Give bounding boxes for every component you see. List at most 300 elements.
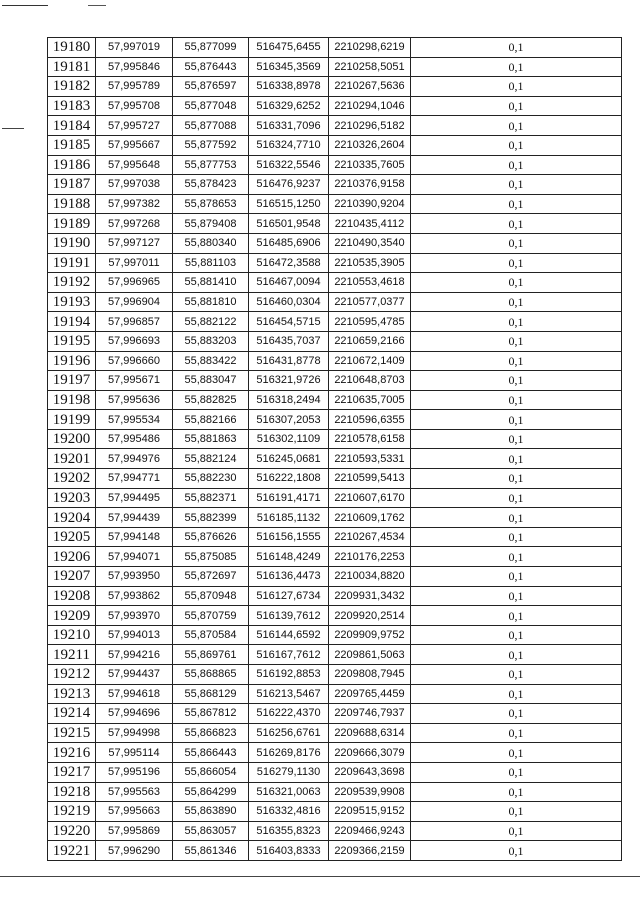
coord-y-cell: 2210578,6158 — [329, 429, 411, 449]
longitude-cell: 55,863057 — [173, 821, 249, 841]
table-row — [48, 233, 622, 253]
coord-x-cell: 516127,6734 — [249, 586, 329, 606]
table-row — [48, 273, 622, 293]
coord-x-cell: 516192,8853 — [249, 665, 329, 685]
longitude-cell: 55,868129 — [173, 684, 249, 704]
longitude-cell: 55,878423 — [173, 175, 249, 195]
scan-edge-line — [88, 5, 106, 6]
longitude-cell: 55,882825 — [173, 390, 249, 410]
point-number-cell: 19196 — [48, 351, 96, 371]
table-row — [48, 449, 622, 469]
coord-y-cell: 2209746,7937 — [329, 704, 411, 724]
latitude-cell: 57,994771 — [96, 469, 173, 489]
point-number-cell: 19181 — [48, 57, 96, 77]
coord-y-cell: 2210607,6170 — [329, 488, 411, 508]
accuracy-cell: 0,1 — [411, 175, 622, 195]
latitude-cell: 57,995671 — [96, 371, 173, 391]
longitude-cell: 55,866823 — [173, 723, 249, 743]
coord-y-cell: 2209765,4459 — [329, 684, 411, 704]
table-row — [48, 155, 622, 175]
longitude-cell: 55,876443 — [173, 57, 249, 77]
coord-y-cell: 2210267,5636 — [329, 77, 411, 97]
coord-y-cell: 2210390,9204 — [329, 194, 411, 214]
table-row — [48, 743, 622, 763]
table-row — [48, 292, 622, 312]
point-number-cell: 19192 — [48, 273, 96, 293]
accuracy-cell: 0,1 — [411, 469, 622, 489]
coord-x-cell: 516167,7612 — [249, 645, 329, 665]
coord-y-cell: 2209539,9908 — [329, 782, 411, 802]
coord-x-cell: 516485,6906 — [249, 233, 329, 253]
point-number-cell: 19221 — [48, 841, 96, 861]
accuracy-cell: 0,1 — [411, 743, 622, 763]
coord-y-cell: 2210535,3905 — [329, 253, 411, 273]
table-row — [48, 508, 622, 528]
longitude-cell: 55,872697 — [173, 567, 249, 587]
point-number-cell: 19193 — [48, 292, 96, 312]
latitude-cell: 57,995648 — [96, 155, 173, 175]
longitude-cell: 55,877099 — [173, 38, 249, 58]
latitude-cell: 57,997019 — [96, 38, 173, 58]
coord-y-cell: 2209931,3432 — [329, 586, 411, 606]
point-number-cell: 19200 — [48, 429, 96, 449]
accuracy-cell: 0,1 — [411, 77, 622, 97]
latitude-cell: 57,995534 — [96, 410, 173, 430]
coord-x-cell: 516475,6455 — [249, 38, 329, 58]
longitude-cell: 55,877592 — [173, 135, 249, 155]
table-row — [48, 841, 622, 861]
accuracy-cell: 0,1 — [411, 704, 622, 724]
longitude-cell: 55,882399 — [173, 508, 249, 528]
longitude-cell: 55,881810 — [173, 292, 249, 312]
longitude-cell: 55,866054 — [173, 762, 249, 782]
coord-x-cell: 516139,7612 — [249, 606, 329, 626]
coord-x-cell: 516435,7037 — [249, 331, 329, 351]
coord-y-cell: 2209909,9752 — [329, 625, 411, 645]
point-number-cell: 19185 — [48, 135, 96, 155]
table-row — [48, 723, 622, 743]
latitude-cell: 57,997011 — [96, 253, 173, 273]
coord-y-cell: 2209515,9152 — [329, 802, 411, 822]
coord-x-cell: 516501,9548 — [249, 214, 329, 234]
point-number-cell: 19203 — [48, 488, 96, 508]
point-number-cell: 19190 — [48, 233, 96, 253]
accuracy-cell: 0,1 — [411, 116, 622, 136]
coord-y-cell: 2210659,2166 — [329, 331, 411, 351]
longitude-cell: 55,866443 — [173, 743, 249, 763]
accuracy-cell: 0,1 — [411, 527, 622, 547]
point-number-cell: 19212 — [48, 665, 96, 685]
point-number-cell: 19195 — [48, 331, 96, 351]
table-row — [48, 57, 622, 77]
table-row — [48, 704, 622, 724]
accuracy-cell: 0,1 — [411, 762, 622, 782]
latitude-cell: 57,996857 — [96, 312, 173, 332]
point-number-cell: 19215 — [48, 723, 96, 743]
accuracy-cell: 0,1 — [411, 665, 622, 685]
coord-x-cell: 516322,5546 — [249, 155, 329, 175]
coord-x-cell: 516338,8978 — [249, 77, 329, 97]
longitude-cell: 55,868865 — [173, 665, 249, 685]
longitude-cell: 55,877048 — [173, 96, 249, 116]
latitude-cell: 57,995708 — [96, 96, 173, 116]
table-row — [48, 782, 622, 802]
table-row — [48, 116, 622, 136]
accuracy-cell: 0,1 — [411, 567, 622, 587]
coord-y-cell: 2210595,4785 — [329, 312, 411, 332]
coord-y-cell: 2209666,3079 — [329, 743, 411, 763]
longitude-cell: 55,881410 — [173, 273, 249, 293]
latitude-cell: 57,996904 — [96, 292, 173, 312]
table-row — [48, 214, 622, 234]
accuracy-cell: 0,1 — [411, 273, 622, 293]
accuracy-cell: 0,1 — [411, 135, 622, 155]
coord-y-cell: 2210648,8703 — [329, 371, 411, 391]
table-row — [48, 802, 622, 822]
table-row — [48, 547, 622, 567]
point-number-cell: 19209 — [48, 606, 96, 626]
coord-y-cell: 2209466,9243 — [329, 821, 411, 841]
table-body — [48, 38, 622, 861]
accuracy-cell: 0,1 — [411, 586, 622, 606]
table-row — [48, 488, 622, 508]
accuracy-cell: 0,1 — [411, 625, 622, 645]
table-row — [48, 351, 622, 371]
table-row — [48, 625, 622, 645]
latitude-cell: 57,993950 — [96, 567, 173, 587]
longitude-cell: 55,870584 — [173, 625, 249, 645]
coord-x-cell: 516302,1109 — [249, 429, 329, 449]
latitude-cell: 57,994437 — [96, 665, 173, 685]
latitude-cell: 57,997382 — [96, 194, 173, 214]
coord-y-cell: 2210577,0377 — [329, 292, 411, 312]
coord-y-cell: 2210294,1046 — [329, 96, 411, 116]
longitude-cell: 55,880340 — [173, 233, 249, 253]
longitude-cell: 55,876626 — [173, 527, 249, 547]
coord-y-cell: 2210599,5413 — [329, 469, 411, 489]
latitude-cell: 57,994976 — [96, 449, 173, 469]
point-number-cell: 19220 — [48, 821, 96, 841]
coord-y-cell: 2210296,5182 — [329, 116, 411, 136]
point-number-cell: 19219 — [48, 802, 96, 822]
latitude-cell: 57,996290 — [96, 841, 173, 861]
coord-y-cell: 2209808,7945 — [329, 665, 411, 685]
latitude-cell: 57,994216 — [96, 645, 173, 665]
latitude-cell: 57,995846 — [96, 57, 173, 77]
table-row — [48, 821, 622, 841]
scan-edge-line — [2, 128, 24, 129]
longitude-cell: 55,861346 — [173, 841, 249, 861]
coord-y-cell: 2209643,3698 — [329, 762, 411, 782]
longitude-cell: 55,864299 — [173, 782, 249, 802]
coord-y-cell: 2210553,4618 — [329, 273, 411, 293]
point-number-cell: 19207 — [48, 567, 96, 587]
table-row — [48, 567, 622, 587]
coord-y-cell: 2210672,1409 — [329, 351, 411, 371]
longitude-cell: 55,877753 — [173, 155, 249, 175]
longitude-cell: 55,867812 — [173, 704, 249, 724]
point-number-cell: 19217 — [48, 762, 96, 782]
accuracy-cell: 0,1 — [411, 371, 622, 391]
accuracy-cell: 0,1 — [411, 449, 622, 469]
table-row — [48, 77, 622, 97]
latitude-cell: 57,994696 — [96, 704, 173, 724]
latitude-cell: 57,996660 — [96, 351, 173, 371]
table-row — [48, 371, 622, 391]
coord-y-cell: 2210435,4112 — [329, 214, 411, 234]
accuracy-cell: 0,1 — [411, 214, 622, 234]
point-number-cell: 19218 — [48, 782, 96, 802]
coord-x-cell: 516156,1555 — [249, 527, 329, 547]
coord-y-cell: 2210609,1762 — [329, 508, 411, 528]
coord-x-cell: 516222,1808 — [249, 469, 329, 489]
point-number-cell: 19188 — [48, 194, 96, 214]
point-number-cell: 19191 — [48, 253, 96, 273]
latitude-cell: 57,995869 — [96, 821, 173, 841]
longitude-cell: 55,883203 — [173, 331, 249, 351]
accuracy-cell: 0,1 — [411, 645, 622, 665]
table-row — [48, 645, 622, 665]
coord-x-cell: 516331,7096 — [249, 116, 329, 136]
longitude-cell: 55,876597 — [173, 77, 249, 97]
coord-x-cell: 516191,4171 — [249, 488, 329, 508]
table-row — [48, 96, 622, 116]
latitude-cell: 57,996693 — [96, 331, 173, 351]
longitude-cell: 55,878653 — [173, 194, 249, 214]
accuracy-cell: 0,1 — [411, 253, 622, 273]
table-row — [48, 331, 622, 351]
latitude-cell: 57,994148 — [96, 527, 173, 547]
coord-y-cell: 2210034,8820 — [329, 567, 411, 587]
accuracy-cell: 0,1 — [411, 821, 622, 841]
latitude-cell: 57,995114 — [96, 743, 173, 763]
coord-x-cell: 516307,2053 — [249, 410, 329, 430]
point-number-cell: 19213 — [48, 684, 96, 704]
table-row — [48, 606, 622, 626]
latitude-cell: 57,997268 — [96, 214, 173, 234]
latitude-cell: 57,995636 — [96, 390, 173, 410]
longitude-cell: 55,877088 — [173, 116, 249, 136]
point-number-cell: 19197 — [48, 371, 96, 391]
point-number-cell: 19208 — [48, 586, 96, 606]
point-number-cell: 19214 — [48, 704, 96, 724]
coord-y-cell: 2210326,2604 — [329, 135, 411, 155]
table-row — [48, 175, 622, 195]
point-number-cell: 19180 — [48, 38, 96, 58]
latitude-cell: 57,993970 — [96, 606, 173, 626]
longitude-cell: 55,881103 — [173, 253, 249, 273]
longitude-cell: 55,870948 — [173, 586, 249, 606]
coord-x-cell: 516355,8323 — [249, 821, 329, 841]
accuracy-cell: 0,1 — [411, 488, 622, 508]
coord-x-cell: 516472,3588 — [249, 253, 329, 273]
coord-x-cell: 516403,8333 — [249, 841, 329, 861]
accuracy-cell: 0,1 — [411, 606, 622, 626]
accuracy-cell: 0,1 — [411, 390, 622, 410]
latitude-cell: 57,997127 — [96, 233, 173, 253]
longitude-cell: 55,870759 — [173, 606, 249, 626]
coord-x-cell: 516136,4473 — [249, 567, 329, 587]
coord-x-cell: 516467,0094 — [249, 273, 329, 293]
longitude-cell: 55,883047 — [173, 371, 249, 391]
table-row — [48, 253, 622, 273]
point-number-cell: 19187 — [48, 175, 96, 195]
latitude-cell: 57,995727 — [96, 116, 173, 136]
coord-x-cell: 516324,7710 — [249, 135, 329, 155]
coord-y-cell: 2209366,2159 — [329, 841, 411, 861]
latitude-cell: 57,994071 — [96, 547, 173, 567]
latitude-cell: 57,994998 — [96, 723, 173, 743]
coord-x-cell: 516332,4816 — [249, 802, 329, 822]
longitude-cell: 55,879408 — [173, 214, 249, 234]
latitude-cell: 57,994013 — [96, 625, 173, 645]
coord-x-cell: 516318,2494 — [249, 390, 329, 410]
coord-y-cell: 2210593,5331 — [329, 449, 411, 469]
scan-edge-line — [2, 5, 48, 6]
accuracy-cell: 0,1 — [411, 684, 622, 704]
point-number-cell: 19182 — [48, 77, 96, 97]
longitude-cell: 55,881863 — [173, 429, 249, 449]
coord-y-cell: 2210376,9158 — [329, 175, 411, 195]
longitude-cell: 55,883422 — [173, 351, 249, 371]
coord-y-cell: 2210335,7605 — [329, 155, 411, 175]
accuracy-cell: 0,1 — [411, 331, 622, 351]
latitude-cell: 57,995196 — [96, 762, 173, 782]
accuracy-cell: 0,1 — [411, 155, 622, 175]
coord-x-cell: 516454,5715 — [249, 312, 329, 332]
latitude-cell: 57,994618 — [96, 684, 173, 704]
point-number-cell: 19198 — [48, 390, 96, 410]
longitude-cell: 55,882124 — [173, 449, 249, 469]
point-number-cell: 19183 — [48, 96, 96, 116]
longitude-cell: 55,863890 — [173, 802, 249, 822]
latitude-cell: 57,995789 — [96, 77, 173, 97]
point-number-cell: 19194 — [48, 312, 96, 332]
point-number-cell: 19201 — [48, 449, 96, 469]
table-row — [48, 762, 622, 782]
accuracy-cell: 0,1 — [411, 841, 622, 861]
point-number-cell: 19211 — [48, 645, 96, 665]
accuracy-cell: 0,1 — [411, 802, 622, 822]
coord-x-cell: 516144,6592 — [249, 625, 329, 645]
accuracy-cell: 0,1 — [411, 194, 622, 214]
coord-x-cell: 516476,9237 — [249, 175, 329, 195]
latitude-cell: 57,995563 — [96, 782, 173, 802]
longitude-cell: 55,882166 — [173, 410, 249, 430]
accuracy-cell: 0,1 — [411, 782, 622, 802]
coord-x-cell: 516329,6252 — [249, 96, 329, 116]
accuracy-cell: 0,1 — [411, 292, 622, 312]
coord-y-cell: 2210490,3540 — [329, 233, 411, 253]
latitude-cell: 57,994439 — [96, 508, 173, 528]
accuracy-cell: 0,1 — [411, 723, 622, 743]
table-row — [48, 38, 622, 58]
coord-x-cell: 516213,5467 — [249, 684, 329, 704]
coord-x-cell: 516345,3569 — [249, 57, 329, 77]
latitude-cell: 57,996965 — [96, 273, 173, 293]
accuracy-cell: 0,1 — [411, 351, 622, 371]
coord-x-cell: 516245,0681 — [249, 449, 329, 469]
table-row — [48, 312, 622, 332]
coord-x-cell: 516185,1132 — [249, 508, 329, 528]
table-row — [48, 469, 622, 489]
coord-y-cell: 2209688,6314 — [329, 723, 411, 743]
table-row — [48, 194, 622, 214]
accuracy-cell: 0,1 — [411, 508, 622, 528]
table-row — [48, 429, 622, 449]
accuracy-cell: 0,1 — [411, 233, 622, 253]
latitude-cell: 57,995486 — [96, 429, 173, 449]
coord-x-cell: 516321,0063 — [249, 782, 329, 802]
point-number-cell: 19184 — [48, 116, 96, 136]
coord-y-cell: 2209920,2514 — [329, 606, 411, 626]
point-number-cell: 19204 — [48, 508, 96, 528]
coord-x-cell: 516321,9726 — [249, 371, 329, 391]
coord-y-cell: 2210635,7005 — [329, 390, 411, 410]
coord-x-cell: 516460,0304 — [249, 292, 329, 312]
latitude-cell: 57,995663 — [96, 802, 173, 822]
coord-y-cell: 2210596,6355 — [329, 410, 411, 430]
coord-x-cell: 516256,6761 — [249, 723, 329, 743]
table-row — [48, 390, 622, 410]
accuracy-cell: 0,1 — [411, 410, 622, 430]
point-number-cell: 19210 — [48, 625, 96, 645]
coord-y-cell: 2210298,6219 — [329, 38, 411, 58]
longitude-cell: 55,882122 — [173, 312, 249, 332]
coord-x-cell: 516222,4370 — [249, 704, 329, 724]
coord-x-cell: 516431,8778 — [249, 351, 329, 371]
point-number-cell: 19199 — [48, 410, 96, 430]
table-row — [48, 586, 622, 606]
accuracy-cell: 0,1 — [411, 57, 622, 77]
coord-x-cell: 516269,8176 — [249, 743, 329, 763]
table-row — [48, 665, 622, 685]
point-number-cell: 19216 — [48, 743, 96, 763]
scan-edge-line — [0, 876, 640, 877]
latitude-cell: 57,997038 — [96, 175, 173, 195]
table-row — [48, 684, 622, 704]
latitude-cell: 57,995667 — [96, 135, 173, 155]
longitude-cell: 55,875085 — [173, 547, 249, 567]
accuracy-cell: 0,1 — [411, 96, 622, 116]
longitude-cell: 55,882371 — [173, 488, 249, 508]
longitude-cell: 55,882230 — [173, 469, 249, 489]
coord-x-cell: 516515,1250 — [249, 194, 329, 214]
coord-y-cell: 2210267,4534 — [329, 527, 411, 547]
point-number-cell: 19205 — [48, 527, 96, 547]
coordinates-table — [47, 37, 622, 861]
point-number-cell: 19186 — [48, 155, 96, 175]
accuracy-cell: 0,1 — [411, 38, 622, 58]
accuracy-cell: 0,1 — [411, 312, 622, 332]
table-row — [48, 410, 622, 430]
coord-y-cell: 2210176,2253 — [329, 547, 411, 567]
point-number-cell: 19189 — [48, 214, 96, 234]
longitude-cell: 55,869761 — [173, 645, 249, 665]
latitude-cell: 57,994495 — [96, 488, 173, 508]
coord-y-cell: 2210258,5051 — [329, 57, 411, 77]
table-row — [48, 527, 622, 547]
coord-y-cell: 2209861,5063 — [329, 645, 411, 665]
coord-x-cell: 516148,4249 — [249, 547, 329, 567]
table-row — [48, 135, 622, 155]
accuracy-cell: 0,1 — [411, 547, 622, 567]
coord-x-cell: 516279,1130 — [249, 762, 329, 782]
latitude-cell: 57,993862 — [96, 586, 173, 606]
point-number-cell: 19206 — [48, 547, 96, 567]
accuracy-cell: 0,1 — [411, 429, 622, 449]
point-number-cell: 19202 — [48, 469, 96, 489]
